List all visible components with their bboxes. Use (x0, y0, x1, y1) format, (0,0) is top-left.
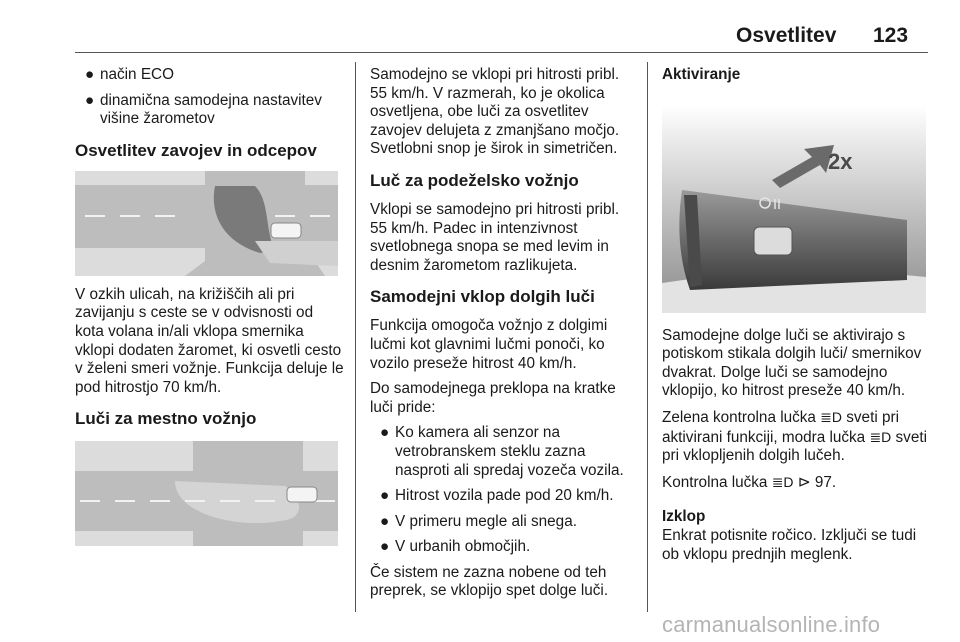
auto-high-beam-icon: ≣D (820, 408, 843, 425)
bullet-item: ● V urbanih območjih. (380, 538, 531, 556)
high-beam-icon: ≣D (869, 428, 892, 445)
section-heading: Luči za mestno vožnjo (75, 409, 257, 429)
column-divider-1 (355, 62, 356, 612)
column-3 (662, 66, 932, 571)
town-light-figure (75, 441, 338, 546)
column-2 (370, 66, 636, 608)
page-reference-icon: ⊳ (797, 473, 811, 491)
paragraph: Funkcija omogoča vožnjo z dolgimi lučmi kot glavnimi lučmi ponoči, ko vozilo preseže hitrost 40 km/h. (370, 317, 608, 372)
paragraph: Če sistem ne zazna nobene od teh preprek, se vklopijo spet dolge luči. (370, 563, 609, 600)
paragraph: V ozkih ulicah, na križiščih ali pri zavijanju s ceste se v odvisnosti od kota volana in/ali vklopa smernika vklopi dodaten žaromet, ki osvetli cesto v želeni smeri vožnje. Funkcija deluje le pod hitrostjo 70 km/h. (75, 285, 344, 396)
paragraph: Do samodejnega preklopa na kratke luči pride: (370, 380, 616, 416)
section-heading: Samodejni vklop dolgih luči (370, 287, 595, 307)
column-divider-2 (647, 62, 648, 612)
auto-high-beam-icon: ≣D (771, 473, 794, 490)
lever-figure (662, 105, 926, 313)
paragraph: Kontrolna lučka ≣D ⊳ 97. (662, 473, 837, 491)
bullet-item: ● Ko kamera ali senzor na vetrobranskem steklu zazna nasproti ali spredaj vozeča vozila. (380, 424, 624, 479)
svg-text:2x: 2x (828, 148, 853, 174)
section-heading: Osvetlitev zavojev in odcepov (75, 140, 317, 160)
bullet-item: ● dinamična samodejna nastavitev višine žarometov (85, 91, 322, 128)
paragraph: Enkrat potisnite ročico. Izključi se tudi ob vklopu prednjih meglenk. (662, 526, 917, 563)
curve-light-figure (75, 171, 338, 276)
column-1 (75, 66, 345, 546)
paragraph: Zelena kontrolna lučka ≣D sveti pri aktivirani funkciji, modra lučka ≣D sveti pri vklopljenih dolgih lučeh. (662, 408, 927, 465)
section-heading: Aktiviranje (662, 66, 741, 83)
section-heading: Izklop (662, 508, 706, 526)
running-header-title: Osvetlitev (736, 24, 837, 47)
watermark[interactable]: carmanualsonline.info (662, 612, 881, 637)
page-number: 123 (873, 24, 909, 47)
page-reference[interactable]: 97. (814, 473, 837, 491)
paragraph: Samodejne dolge luči se aktivirajo s potiskom stikala dolgih luči/ smernikov dvakrat. Dolge luči se samodejno vklopijo, ko hitrost preseže 40 km/h. (662, 326, 922, 400)
paragraph: Vklopi se samodejno pri hitrosti pribl. 55 km/h. Padec in intenzivnost svetlobnega snopa se med levim in desnim žarometom razlikujeta. (370, 200, 620, 274)
paragraph: Samodejno se vklopi pri hitrosti pribl. 55 km/h. V razmerah, ko je okolica osvetljena, obe luči za osvetlitev zavojev delujeta z zmanjšano močjo. Svetlobni snop je širok in simetričen. (370, 66, 620, 158)
bullet-item: ● V primeru megle ali snega. (380, 512, 577, 530)
header-rule (75, 52, 928, 53)
section-heading: Luč za podeželsko vožnjo (370, 170, 579, 190)
bullet-item: ● Hitrost vozila pade pod 20 km/h. (380, 487, 614, 505)
bullet-item: ● način ECO (85, 66, 174, 83)
